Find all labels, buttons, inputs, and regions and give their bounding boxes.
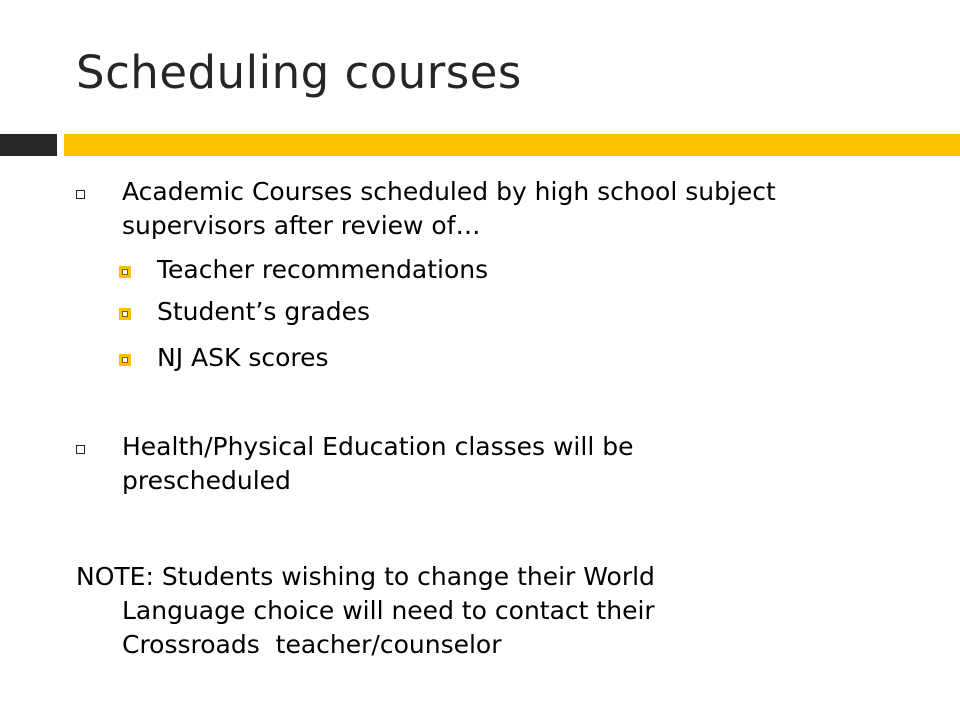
slide-title: Scheduling courses <box>76 46 522 99</box>
note-paragraph <box>76 560 655 662</box>
bullet-line: Academic Courses scheduled by high school subject <box>122 177 776 206</box>
filled-square-bullet-icon <box>119 266 131 278</box>
filled-square-bullet-icon <box>119 308 131 320</box>
title-rule-dark-segment <box>0 134 57 156</box>
bullet-line: Health/Physical Education classes will be <box>122 432 634 461</box>
note-line: NOTE: Students wishing to change their World <box>76 562 655 591</box>
title-rule-accent-bar <box>64 134 960 156</box>
bullet-text <box>122 430 633 498</box>
bullet-text <box>122 175 776 243</box>
note-line: Crossroads teacher/counselor <box>122 630 502 659</box>
sub-bullet-text: Student’s grades <box>157 297 371 326</box>
sub-bullet-text: NJ ASK scores <box>157 343 329 372</box>
sub-bullet-text: Teacher recommendations <box>157 255 489 284</box>
note-line: Language choice will need to contact their <box>122 596 655 625</box>
bullet-line: prescheduled <box>122 466 291 495</box>
bullet-line: supervisors after review of… <box>122 211 481 240</box>
hollow-square-bullet-icon <box>76 190 85 199</box>
hollow-square-bullet-icon <box>76 445 85 454</box>
filled-square-bullet-icon <box>119 354 131 366</box>
